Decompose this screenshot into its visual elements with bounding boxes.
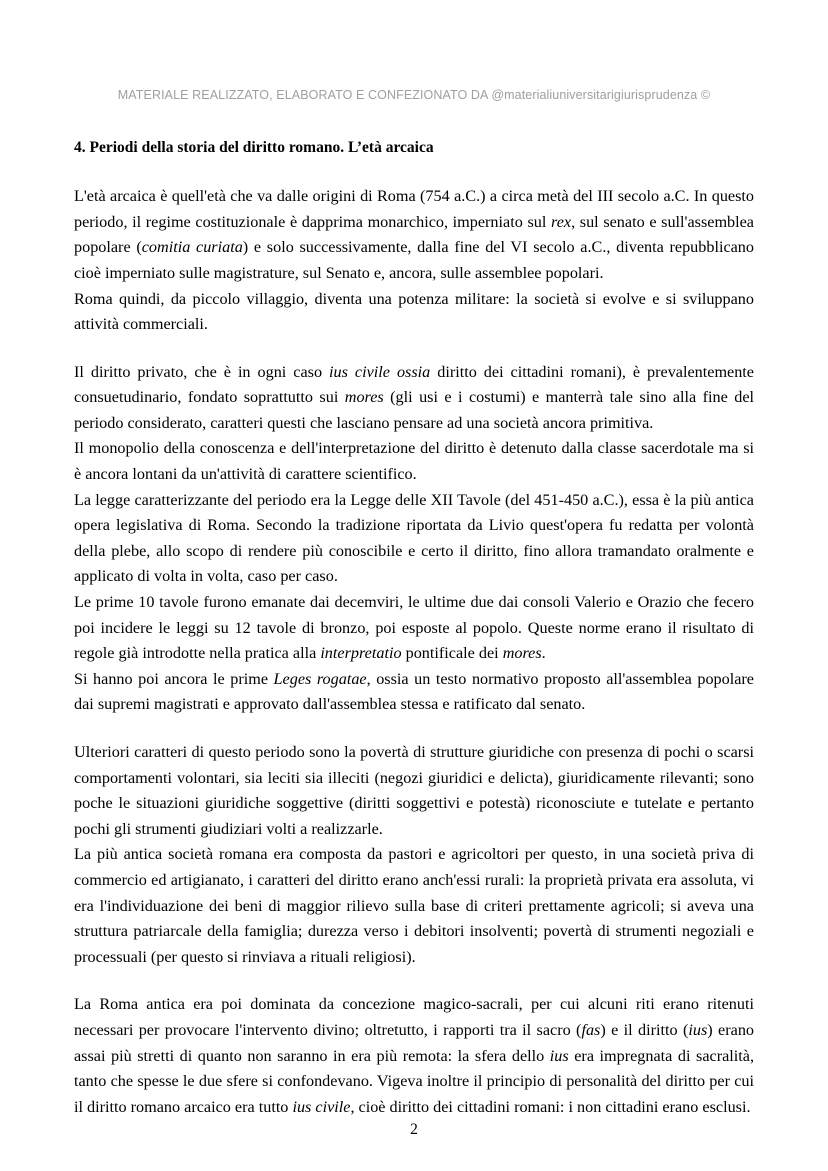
body-paragraph: Il diritto privato, che è in ogni caso ius civile ossia diritto dei cittadini romani), è prevalentemente consuetudinario, fondato soprattutto sui mores (gli usi e i costumi) e manterrà tale sino alla fine del periodo considerato, caratteri questi che lasciano pensare ad una società ancora primitiva. [74, 362, 754, 432]
document-body [74, 184, 754, 1120]
body-paragraph: Ulteriori caratteri di questo periodo sono la povertà di strutture giuridiche con presenza di pochi o scarsi comportamenti volontari, sia leciti sia illeciti (negozi giuridici e delicta), giuridicamente rilevanti; sono poche le situazioni giuridiche soggettive (diritti soggettivi e potestà) riconosciute e tutelate e pertanto pochi gli strumenti giudiziari volti a realizzarle. [74, 743, 754, 838]
body-paragraph: Il monopolio della conoscenza e dell'interpretazione del diritto è detenuto dalla classe sacerdotale ma si è ancora lontani da un'attività di carattere scientifico. [74, 439, 754, 484]
page-number: 2 [410, 1121, 418, 1138]
paragraph-block [74, 740, 754, 970]
body-paragraph: La legge caratterizzante del periodo era la Legge delle XII Tavole (del 451-450 a.C.), essa è la più antica opera legislativa di Roma. Secondo la tradizione riportata da Livio quest'opera fu redatta per volontà della plebe, allo scopo di rendere più conoscibile e certo il diritto, fino allora tramandato oralmente e applicato di volta in volta, caso per caso. [74, 490, 754, 586]
body-paragraph: Si hanno poi ancora le prime Leges rogatae, ossia un testo normativo proposto all'assemblea popolare dai supremi magistrati e approvato dall'assemblea stessa e ratificato dal senato. [74, 669, 754, 714]
paragraph-block [74, 992, 754, 1120]
paragraph-block [74, 184, 754, 338]
body-paragraph: L'età arcaica è quell'età che va dalle origini di Roma (754 a.C.) a circa metà del III secolo a.C. In questo periodo, il regime costituzionale è dapprima monarchico, imperniato sul rex, sul senato e sull'assemblea popolare (comitia curiata) e solo successivamente, dalla fine del VI secolo a.C., diventa repubblicano cioè imperniato sulle magistrature, sul Senato e, ancora, sulle assemblee popolari. [74, 187, 754, 282]
body-paragraph: Roma quindi, da piccolo villaggio, diventa una potenza militare: la società si evolve e si sviluppano attività commerciali. [74, 289, 754, 334]
body-paragraph: La più antica società romana era composta da pastori e agricoltori per questo, in una società priva di commercio ed artigianato, i caratteri del diritto erano anch'essi rurali: la proprietà privata era assoluta, vi era l'individuazione dei beni di maggior rilievo sulla base di criteri prettamente agricoli; si aveva una struttura patriarcale della famiglia; durezza verso i debitori insolventi; povertà di strumenti negoziali e processuali (per questo si rinviava a rituali religiosi). [74, 845, 754, 966]
page-title: 4. Periodi della storia del diritto romano. L’età arcaica [74, 139, 434, 156]
body-paragraph: La Roma antica era poi dominata da concezione magico-sacrali, per cui alcuni riti erano ritenuti necessari per provocare l'intervento divino; oltretutto, i rapporti tra il sacro (fas) e il diritto (ius) erano assai più stretti di quanto non saranno in era più remota: la sfera dello ius era impregnata di sacralità, tanto che spesse le due sfere si confondevano. Vigeva inoltre il principio di personalità del diritto per cui il diritto romano arcaico era tutto ius civile, cioè diritto dei cittadini romani: i non cittadini erano esclusi. [74, 995, 755, 1116]
body-paragraph: Le prime 10 tavole furono emanate dai decemviri, le ultime due dai consoli Valerio e Orazio che fecero poi incidere le leggi su 12 tavole di bronzo, poi esposte al popolo. Queste norme erano il risultato di regole già introdotte nella pratica alla interpretatio pontificale dei mores. [74, 593, 754, 663]
watermark-credit: MATERIALE REALIZZATO, ELABORATO E CONFEZIONATO DA @materialiuniversitarigiurisprudenza © [117, 88, 711, 102]
paragraph-block [74, 360, 754, 718]
